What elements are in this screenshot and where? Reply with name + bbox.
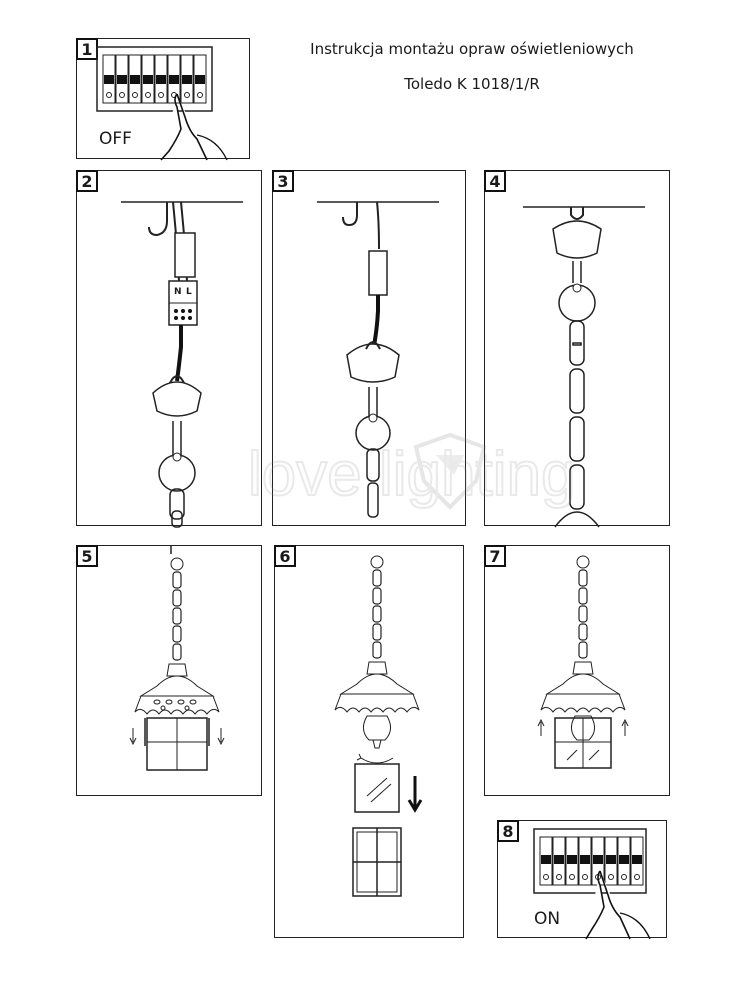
step-8-panel <box>497 820 667 938</box>
watermark-text: love lighting <box>248 440 576 509</box>
step-1-panel <box>76 38 250 159</box>
lantern-assembled-icon <box>485 546 671 797</box>
model-name: Toledo K 1018/1/R <box>404 75 540 93</box>
instruction-title: Instrukcja montażu opraw oświetleniowych <box>310 40 634 58</box>
step-6-panel <box>274 545 464 938</box>
bulb-glass-icon <box>275 546 465 939</box>
on-label: ON <box>534 909 561 929</box>
step-6-number: 6 <box>274 545 296 567</box>
step-7-number: 7 <box>484 545 506 567</box>
watermark-logo <box>240 425 576 550</box>
step-3-number: 3 <box>272 170 294 192</box>
live-label: L <box>186 287 192 297</box>
step-8-number: 8 <box>497 820 519 842</box>
step-2-panel <box>76 170 262 526</box>
step-7-panel <box>484 545 670 796</box>
step-5-panel <box>76 545 262 796</box>
neutral-label: N <box>174 287 182 297</box>
off-label: OFF <box>99 129 132 149</box>
step-4-number: 4 <box>484 170 506 192</box>
step-1-number: 1 <box>76 38 98 60</box>
lantern-hung-icon <box>77 546 263 797</box>
step-2-number: 2 <box>76 170 98 192</box>
breaker-box-icon <box>498 821 668 939</box>
wiring-diagram-icon <box>77 171 263 527</box>
step-5-number: 5 <box>76 545 98 567</box>
